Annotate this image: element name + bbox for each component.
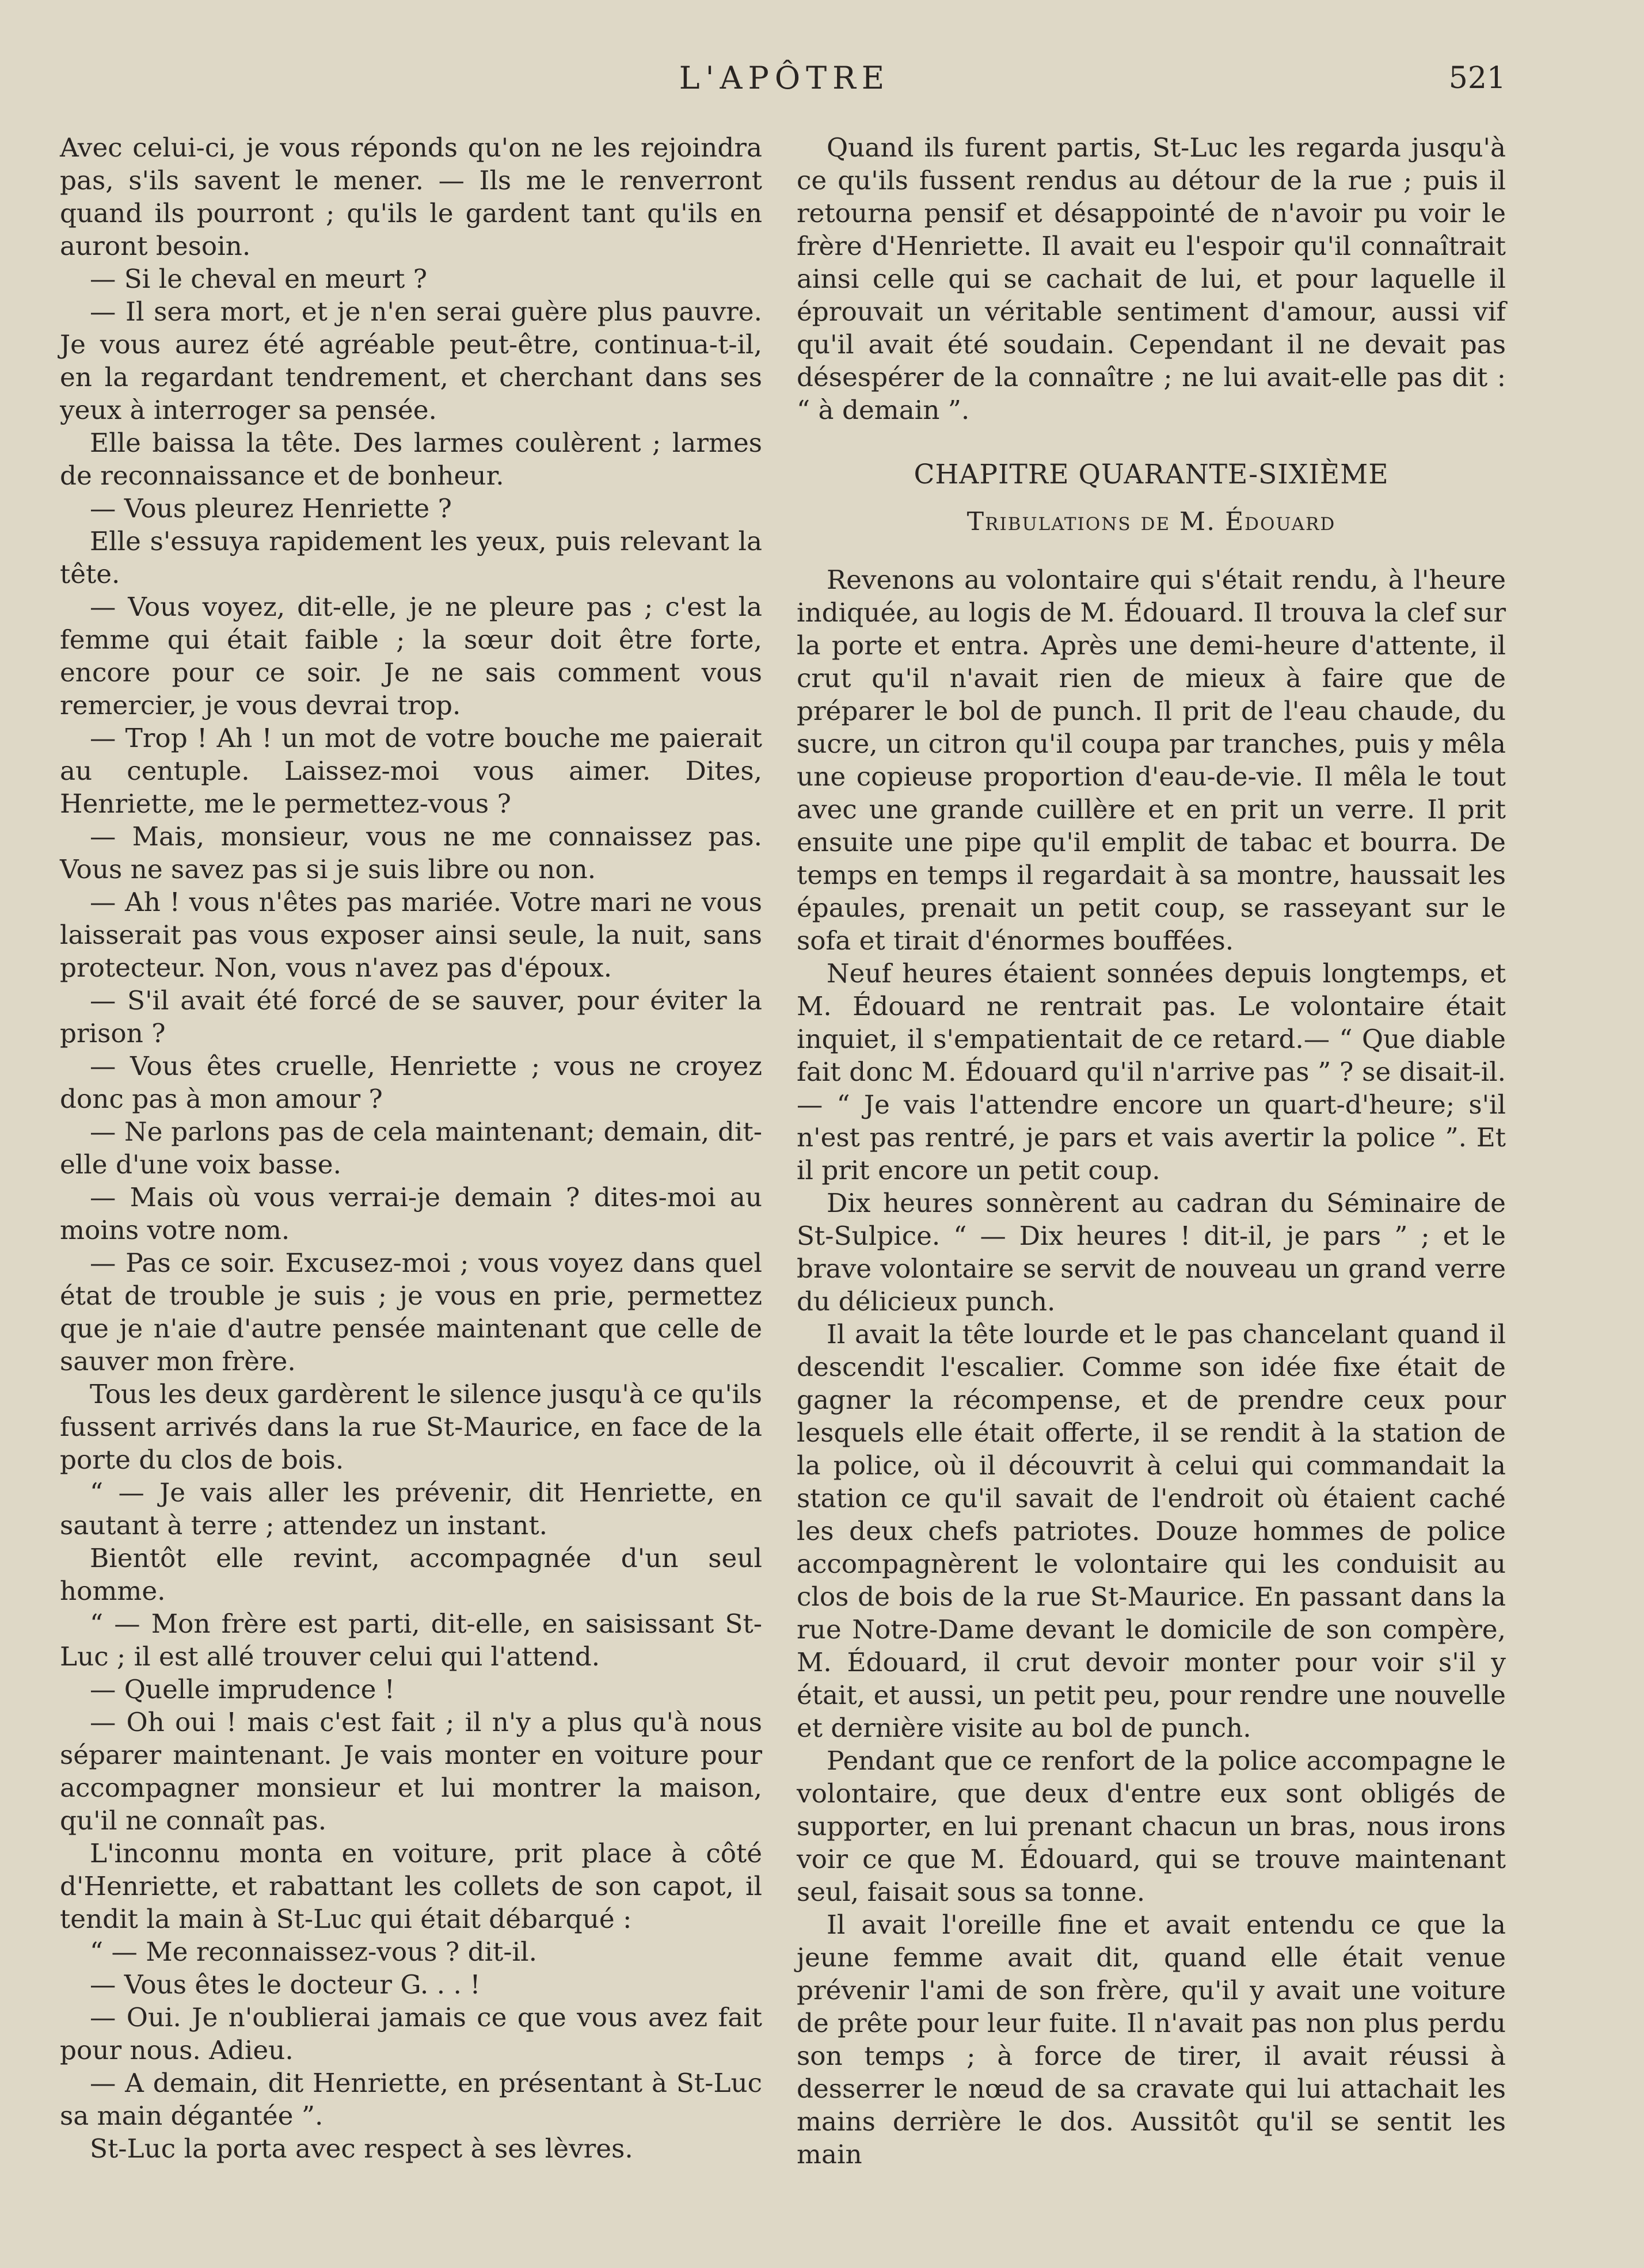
paragraph: — Si le cheval en meurt ? bbox=[90, 264, 427, 294]
left-column bbox=[60, 131, 762, 2165]
paragraph: Il avait la tête lourde et le pas chancelant quand il descendit l'escalier. Comme son idée fixe était de gagner la récompense, et de prendre ceux pour lesquels elle était offerte, il se rendit à la station de la police, où il découvrit à celui qui commandait la station ce qu'il savait de l'endroit où étaient caché les deux chefs patriotes. Douze hommes de police accompagnèrent le volontaire qui les conduisit au clos de bois de la rue St-Maurice. En passant dans la rue Notre-Dame devant le domicile de son compère, M. Édouard, il crut devoir monter pour voir s'il y était, et aussi, un petit peu, pour rendre une nouvelle et dernière visite au bol de punch. bbox=[797, 1319, 1506, 1743]
paragraph: “ — Je vais aller les prévenir, dit Henriette, en sautant à terre ; attendez un instant. bbox=[60, 1477, 762, 1541]
paragraph: L'inconnu monta en voiture, prit place à côté d'Henriette, et rabattant les collets de son capot, il tendit la main à St-Luc qui était débarqué : bbox=[60, 1838, 762, 1934]
paragraph: — Vous voyez, dit-elle, je ne pleure pas ; c'est la femme qui était faible ; la sœur doit être forte, encore pour ce soir. Je ne sais comment vous remercier, je vous devrai trop. bbox=[60, 592, 762, 721]
paragraph: St-Luc la porta avec respect à ses lèvres. bbox=[90, 2133, 633, 2164]
paragraph: Quand ils furent partis, St-Luc les regarda jusqu'à ce qu'ils fussent rendus au détour de la rue ; puis il retourna pensif et désappointé de n'avoir pu voir le frère d'Henriette. Il avait eu l'espoir qu'il connaîtrait ainsi celle qui se cachait de lui, et pour laquelle il éprouvait un véritable sentiment d'amour, aussi vif qu'il avait été soudain. Cependant il ne devait pas désespérer de la connaître ; ne lui avait-elle pas dit : “ à demain ”. bbox=[797, 132, 1506, 425]
paragraph: Il avait l'oreille fine et avait entendu ce que la jeune femme avait dit, quand elle était venue prévenir l'ami de son frère, qu'il y avait une voiture de prête pour leur fuite. Il n'avait pas non plus perdu son temps ; à force de tirer, il avait réussi à desserrer le nœud de sa cravate qui lui attachait les mains derrière le dos. Aussitôt qu'il se sentit les main bbox=[797, 1909, 1506, 2170]
paragraph: “ — Mon frère est parti, dit-elle, en saisissant St-Luc ; il est allé trouver celui qui l'attend. bbox=[60, 1608, 762, 1672]
paragraph: — Pas ce soir. Excusez-moi ; vous voyez dans quel état de trouble je suis ; je vous en prie, permettez que je n'aie d'autre pensée maintenant que celle de sauver mon frère. bbox=[60, 1248, 762, 1377]
paragraph: — A demain, dit Henriette, en présentant à St-Luc sa main dégantée ”. bbox=[60, 2068, 762, 2131]
paragraph: Bientôt elle revint, accompagnée d'un seul homme. bbox=[60, 1543, 762, 1606]
running-title: L'APÔTRE bbox=[679, 60, 890, 96]
paragraph: Revenons au volontaire qui s'était rendu, à l'heure indiquée, au logis de M. Édouard. Il trouva la clef sur la porte et entra. Après une demi-heure d'attente, il crut qu'il n'avait rien de mieux à faire que de préparer le bol de punch. Il prit de l'eau chaude, du sucre, un citron qu'il coupa par tranches, puis y mêla une copieuse proportion d'eau-de-vie. Il mêla le tout avec une grande cuillère et en prit un verre. Il prit ensuite une pipe qu'il emplit de tabac et bourra. De temps en temps il regardait à sa montre, haussait les épaules, prenait un petit coup, se rasseyant sur le sofa et tirait d'énormes bouffées. bbox=[797, 565, 1506, 956]
paragraph: — Vous pleurez Henriette ? bbox=[90, 493, 452, 524]
right-column bbox=[797, 131, 1506, 2171]
paragraph: — S'il avait été forcé de se sauver, pour éviter la prison ? bbox=[60, 985, 762, 1049]
chapter-subtitle: Tribulations de M. Édouard bbox=[966, 507, 1336, 536]
paragraph: Dix heures sonnèrent au cadran du Séminaire de St-Sulpice. “ — Dix heures ! dit-il, je pars ” ; et le brave volontaire se servit de nouveau un grand verre du délicieux punch. bbox=[797, 1188, 1506, 1317]
page-number: 521 bbox=[1448, 61, 1506, 96]
paragraph: Tous les deux gardèrent le silence jusqu'à ce qu'ils fussent arrivés dans la rue St-Maurice, en face de la porte du clos de bois. bbox=[60, 1379, 762, 1475]
paragraph: — Oui. Je n'oublierai jamais ce que vous avez fait pour nous. Adieu. bbox=[60, 2002, 762, 2065]
paragraph: Neuf heures étaient sonnées depuis longtemps, et M. Édouard ne rentrait pas. Le volontaire était inquiet, il s'empatientait de ce retard.— “ Que diable fait donc M. Édouard qu'il n'arrive pas ” ? se disait-il.— “ Je vais l'attendre encore un quart-d'heure; s'il n'est pas rentré, je pars et vais avertir la police ”. Et il prit encore un petit coup. bbox=[797, 958, 1506, 1186]
right-column-opening bbox=[797, 131, 1506, 426]
paragraph: — Il sera mort, et je n'en serai guère plus pauvre. Je vous aurez été agréable peut-être, continua-t-il, en la regardant tendrement, et cherchant dans ses yeux à interroger sa pensée. bbox=[60, 296, 762, 425]
paragraph: — Quelle imprudence ! bbox=[90, 1674, 395, 1705]
paragraph: — Mais, monsieur, vous ne me connaissez pas. Vous ne savez pas si je suis libre ou non. bbox=[60, 821, 762, 885]
paragraph: Pendant que ce renfort de la police accompagne le volontaire, que deux d'entre eux sont obligés de supporter, en lui prenant chacun un bras, nous irons voir ce que M. Édouard, qui se trouve maintenant seul, faisait sous sa tonne. bbox=[797, 1745, 1506, 1907]
page-header bbox=[63, 55, 1506, 101]
paragraph: — Ah ! vous n'êtes pas mariée. Votre mari ne vous laisserait pas vous exposer ainsi seule, la nuit, sans protecteur. Non, vous n'avez pas d'époux. bbox=[60, 887, 762, 983]
paragraph: — Ne parlons pas de cela maintenant; demain, dit-elle d'une voix basse. bbox=[60, 1116, 762, 1180]
right-column-body bbox=[797, 563, 1506, 2171]
paragraph: Elle baissa la tête. Des larmes coulèrent ; larmes de reconnaissance et de bonheur. bbox=[60, 428, 762, 491]
paragraph: Elle s'essuya rapidement les yeux, puis relevant la tête. bbox=[60, 526, 762, 589]
paragraph: “ — Me reconnaissez-vous ? dit-il. bbox=[90, 1937, 537, 1967]
paragraph: — Mais où vous verrai-je demain ? dites-moi au moins votre nom. bbox=[60, 1182, 762, 1245]
paragraph: — Oh oui ! mais c'est fait ; il n'y a plus qu'à nous séparer maintenant. Je vais monter en voiture pour accompagner monsieur et lui montrer la maison, qu'il ne connaît pas. bbox=[60, 1707, 762, 1836]
paragraph: — Trop ! Ah ! un mot de votre bouche me paierait au centuple. Laissez-moi vous aimer. Dites, Henriette, me le permettez-vous ? bbox=[60, 723, 762, 819]
paragraph: — Vous êtes cruelle, Henriette ; vous ne croyez donc pas à mon amour ? bbox=[60, 1051, 762, 1114]
paragraph: Avec celui-ci, je vous réponds qu'on ne les rejoindra pas, s'ils savent le mener. — Ils me le renverront quand ils pourront ; qu'ils le gardent tant qu'ils en auront besoin. bbox=[60, 132, 762, 261]
chapter-title: CHAPITRE QUARANTE-SIXIÈME bbox=[914, 459, 1389, 490]
paragraph: — Vous êtes le docteur G. . . ! bbox=[90, 1969, 481, 2000]
